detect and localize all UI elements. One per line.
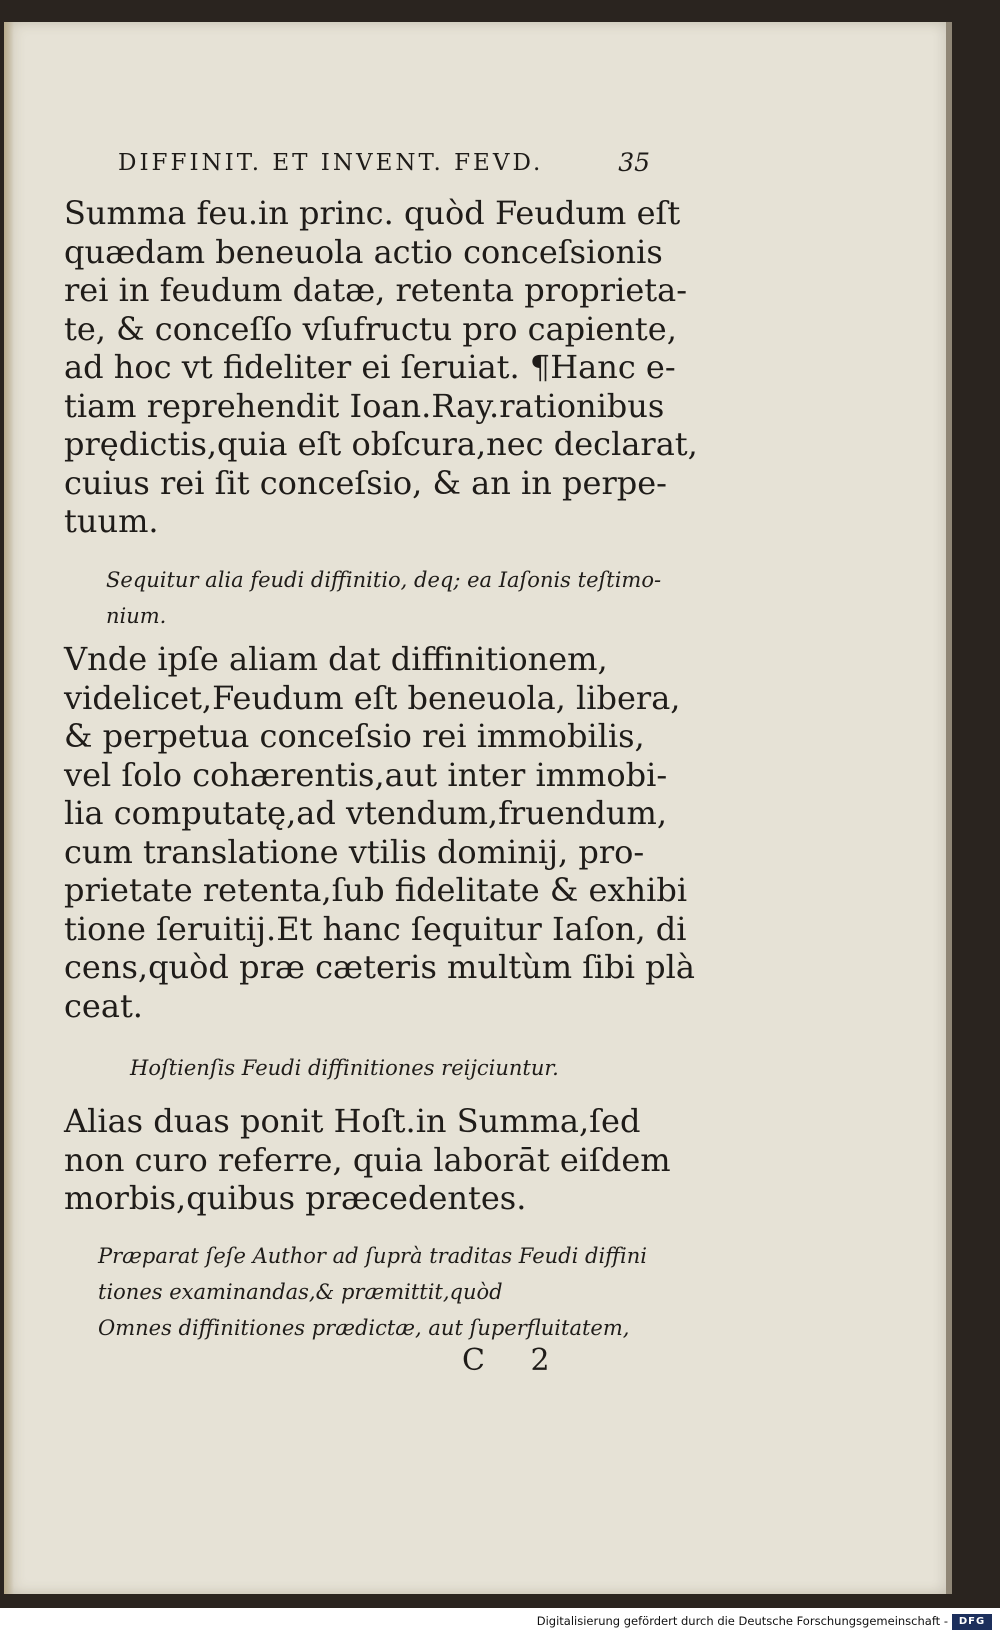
signature-mark: C 2	[462, 1343, 568, 1378]
text-line: Vnde ipſe aliam dat diffinitionem,	[64, 640, 608, 678]
text-line: tuum.	[64, 502, 159, 540]
folio-number: 35	[618, 148, 650, 177]
text-line: cum translatione vtilis dominij, pro-	[64, 832, 645, 871]
running-head: DIFFINIT. ET INVENT. FEVD.	[118, 150, 544, 176]
text-line: prędictis,quia eſt obſcura,nec declarat,	[64, 425, 698, 463]
text-line: vel ſolo cohærentis,aut inter immobi-	[64, 755, 668, 794]
text-line: prietate retenta,ſub fidelitate & exhibi	[64, 871, 688, 909]
text-line: & perpetua conceſsio rei immobilis,	[64, 717, 645, 755]
paragraph-2	[64, 640, 695, 1025]
text-line: rei in feudum datæ, retenta proprieta-	[64, 271, 687, 309]
sidenote-line: Sequitur alia feudi diffinitio, deq; ea Iaſonis teſtimo-	[106, 568, 662, 592]
page-edge	[946, 22, 952, 1594]
page-header	[118, 146, 650, 180]
sidenote-line: Præparat ſeſe Author ad ſuprà traditas Feudi diffini	[98, 1244, 648, 1268]
sidenote-3	[98, 1238, 647, 1346]
dfg-logo-icon: DFG	[952, 1614, 992, 1630]
sidenote-line: Hoſtienſis Feudi diffinitiones reijciuntur.	[130, 1056, 559, 1080]
text-line: cens,quòd præ cæteris multùm ſibi plà	[64, 948, 695, 986]
paragraph-3	[64, 1102, 671, 1218]
sidenote-1	[106, 562, 661, 634]
text-line: ceat.	[64, 986, 143, 1025]
sidenote-line: nium.	[106, 604, 167, 628]
text-line: Summa feu.in princ. quòd Feudum eſt	[64, 194, 681, 232]
digitization-credit: Digitalisierung gefördert durch die Deutsche Forschungsgemeinschaft -	[536, 1614, 948, 1628]
text-line: lia computatę,ad vtendum,fruendum,	[64, 794, 667, 832]
text-line: Alias duas ponit Hoſt.in Summa,ſed	[64, 1102, 641, 1140]
book-page	[4, 22, 946, 1594]
text-line: tione ſeruitij.Et hanc ſequitur Iaſon, di	[64, 909, 687, 948]
text-line: te, & conceſſo vſufructu pro capiente,	[64, 309, 677, 348]
text-line: ad hoc vt fideliter ei ſeruiat. ¶Hanc e-	[64, 348, 676, 386]
sidenote-2	[130, 1050, 559, 1086]
text-line: morbis,quibus præcedentes.	[64, 1179, 527, 1217]
text-line: non curo referre, quia laborāt eiſdem	[64, 1140, 671, 1179]
text-line: quædam beneuola actio conceſsionis	[64, 232, 663, 271]
text-line: cuius rei ſit conceſsio, & an in perpe-	[64, 463, 667, 502]
text-line: videlicet,Feudum eſt beneuola, libera,	[64, 678, 681, 717]
text-line: tiam reprehendit Ioan.Ray.rationibus	[64, 386, 665, 425]
paragraph-1	[64, 194, 698, 541]
sidenote-line: Omnes diffinitiones prædictæ, aut ſuperfluitatem,	[98, 1316, 630, 1340]
sidenote-line: tiones examinandas,& præmittit,quòd	[98, 1280, 503, 1304]
